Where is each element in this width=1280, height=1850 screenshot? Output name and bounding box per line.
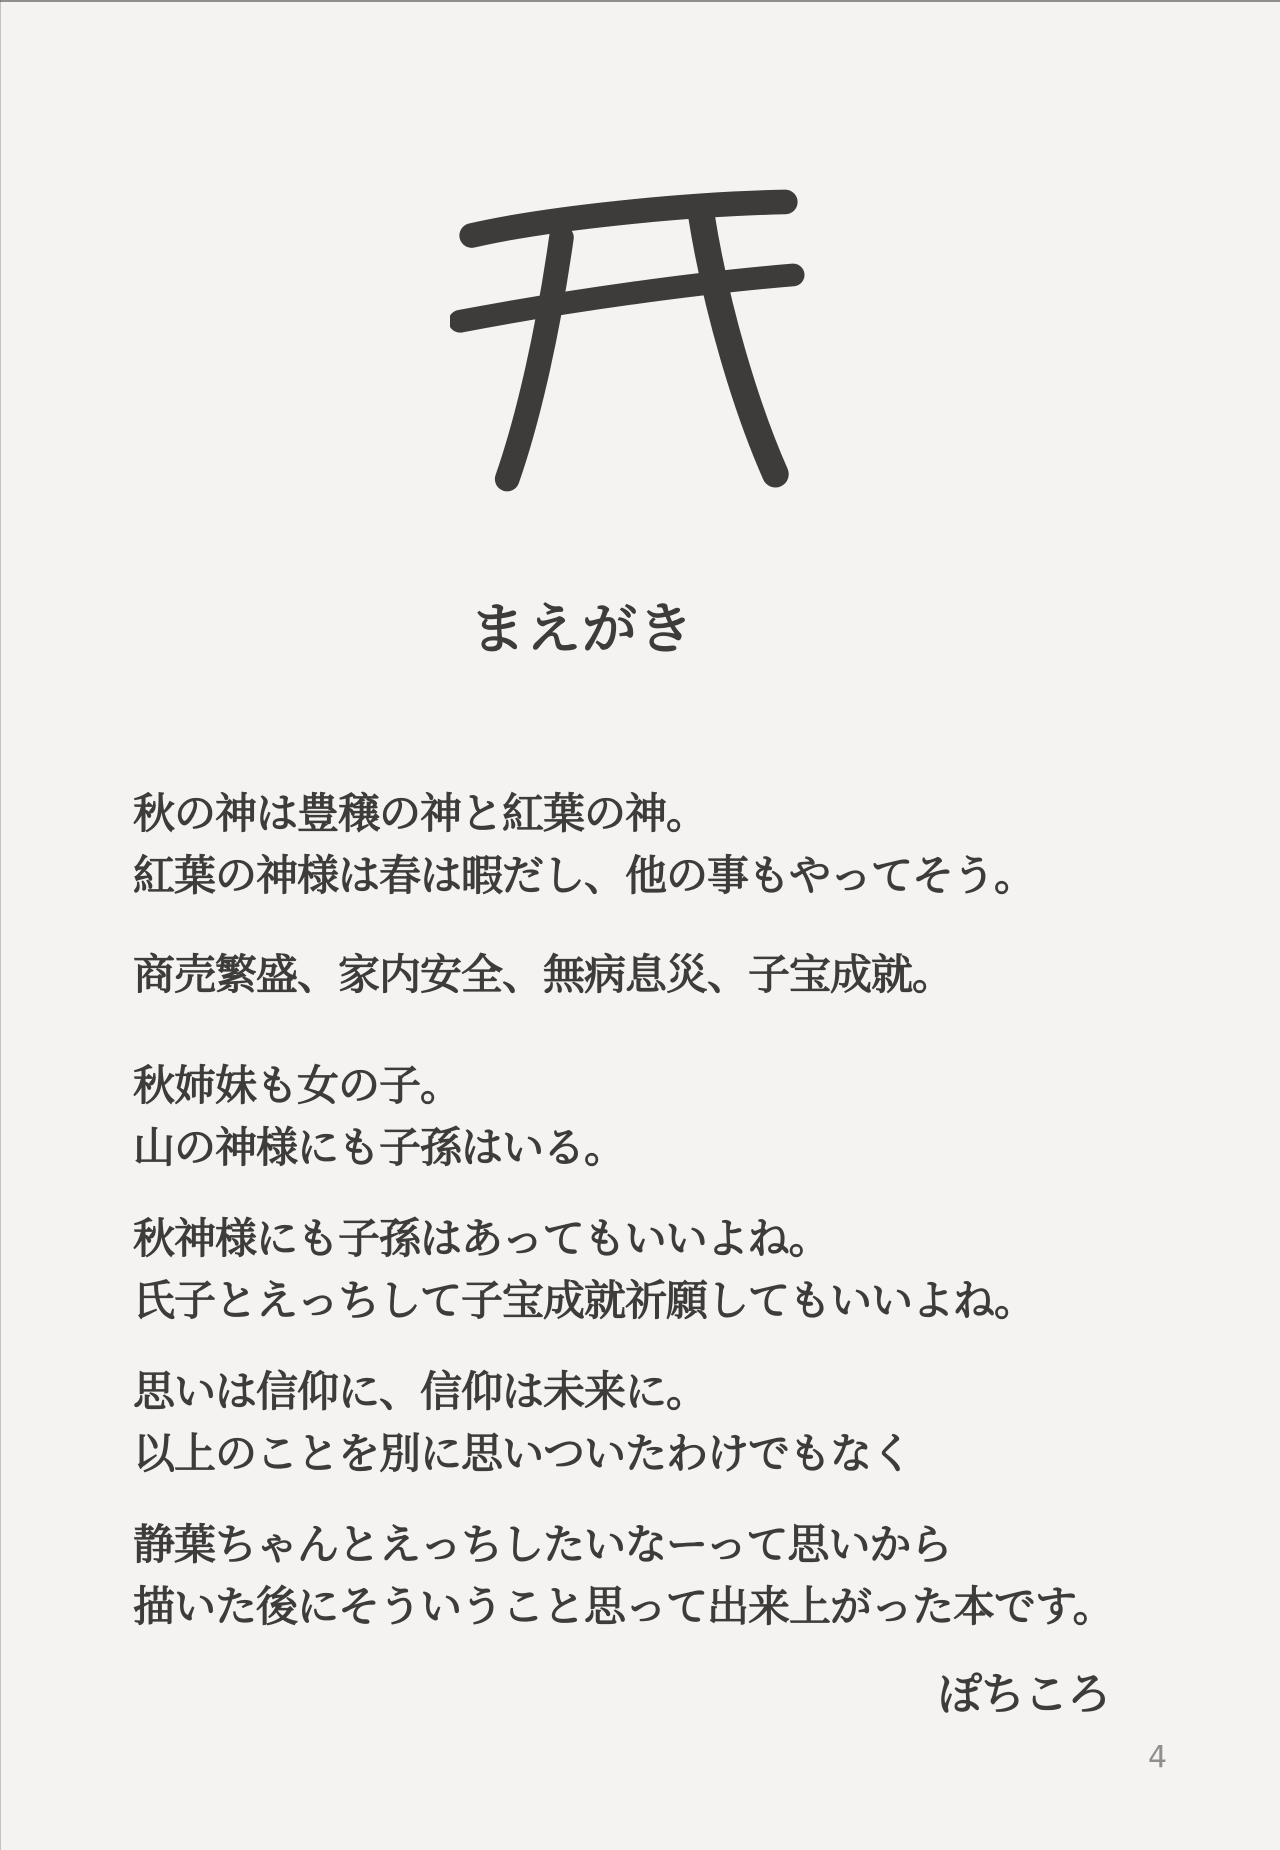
- paragraph-line: 氏子とえっちして子宝成就祈願してもいいよね。: [133, 1276, 1036, 1325]
- paragraph-line: 秋の神は豊穣の神と紅葉の神。: [133, 789, 708, 838]
- paragraph-line: 商売繁盛、家内安全、無病息災、子宝成就。: [133, 950, 954, 999]
- paragraph-6: [133, 1514, 1114, 1638]
- paragraph-4: [133, 1208, 1035, 1332]
- paragraph-line: 思いは信仰に、信仰は未来に。: [133, 1367, 708, 1416]
- paragraph-line: 紅葉の神様は春は暇だし、他の事もやってそう。: [133, 851, 1036, 900]
- author-signature: ぽちころ: [938, 1669, 1110, 1720]
- torii-icon: [450, 178, 805, 508]
- paragraph-line: 以上のことを別に思いついたわけでもなく: [133, 1429, 913, 1478]
- page-title: まえがき: [470, 597, 695, 661]
- page-number: 4: [1148, 1740, 1168, 1775]
- paragraph-5: [133, 1361, 912, 1485]
- paragraph-line: 描いた後にそういうこと思って出来上がった本です。: [133, 1582, 1114, 1631]
- scan-edge-top: [0, 0, 1280, 2]
- paragraph-line: 静葉ちゃんとえっちしたいなーって思いから: [133, 1520, 952, 1569]
- paragraph-line: 山の神様にも子孫はいる。: [133, 1123, 626, 1172]
- paragraph-3: [133, 1055, 625, 1179]
- paragraph-line: 秋神様にも子孫はあってもいいよね。: [133, 1214, 830, 1263]
- paragraph-2: [133, 944, 953, 1006]
- paragraph-line: 秋姉妹も女の子。: [133, 1061, 462, 1110]
- paragraph-1: [133, 783, 1035, 907]
- scan-edge-left: [0, 0, 1, 1850]
